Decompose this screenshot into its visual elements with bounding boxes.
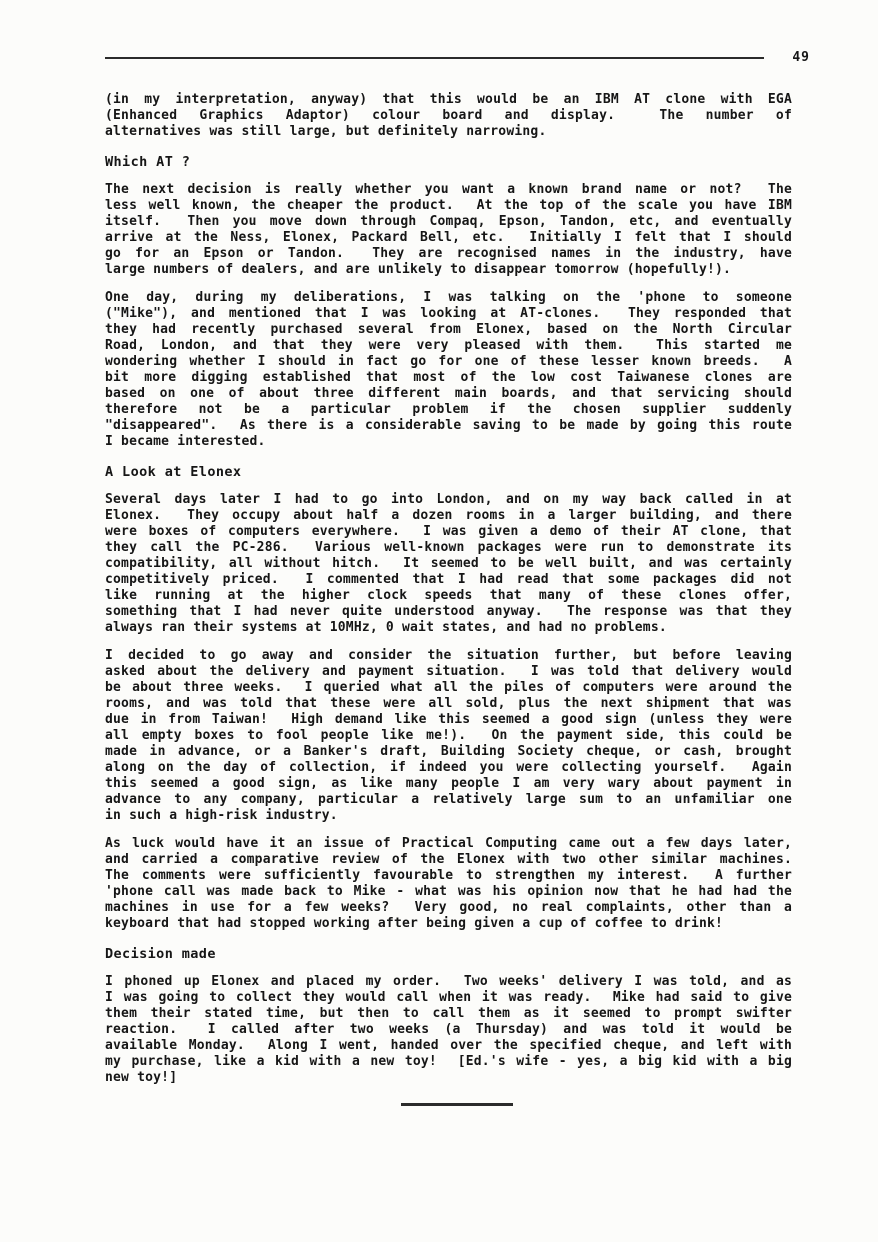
text-line: like running at the higher clock speeds that many of these clones offer, <box>105 588 792 603</box>
paragraph <box>105 182 792 278</box>
text-line: be about three weeks. I queried what all the piles of computers were around the <box>105 680 792 695</box>
page-content <box>105 50 810 1106</box>
text-line: compatibility, all without hitch. It seemed to be well built, and was certainly <box>105 556 792 571</box>
text-line: (in my interpretation, anyway) that this would be an IBM AT clone with EGA <box>105 92 792 107</box>
text-line: bit more digging established that most of the low cost Taiwanese clones are <box>105 370 792 385</box>
text-line: less well known, the cheaper the product. At the top of the scale you have IBM <box>105 198 792 213</box>
text-line: asked about the delivery and payment situation. I was told that delivery would <box>105 664 792 679</box>
paragraph <box>105 974 792 1086</box>
text-line: The next decision is really whether you want a known brand name or not? The <box>105 182 792 197</box>
text-line: all empty boxes to fool people like me!). On the payment side, this could be <box>105 728 792 743</box>
page-header <box>105 50 810 66</box>
text-line: due in from Taiwan! High demand like this seemed a good sign (unless they were <box>105 712 792 727</box>
section-heading: A Look at Elonex <box>105 464 242 480</box>
section-heading: Decision made <box>105 946 216 962</box>
text-line: 'phone call was made back to Mike - what was his opinion now that he had had the <box>105 884 792 899</box>
text-line: made in advance, or a Banker's draft, Building Society cheque, or cash, brought <box>105 744 792 759</box>
text-line: keyboard that had stopped working after being given a cup of coffee to drink! <box>105 916 724 931</box>
text-line: go for an Epson or Tandon. They are recognised names in the industry, have <box>105 246 792 261</box>
text-line: wondering whether I should in fact go for one of these lesser known breeds. A <box>105 354 792 369</box>
text-line: advance to any company, particular a relatively large sum to an unfamiliar one <box>105 792 792 807</box>
text-line: rooms, and was told that these were all sold, plus the next shipment that was <box>105 696 792 711</box>
page-number: 49 <box>792 50 810 65</box>
text-line: therefore not be a particular problem if the chosen supplier suddenly <box>105 402 792 417</box>
text-line: machines in use for a few weeks? Very good, no real complaints, other than a <box>105 900 792 915</box>
text-line: I phoned up Elonex and placed my order. Two weeks' delivery I was told, and as <box>105 974 792 989</box>
text-line: Road, London, and that they were very pleased with them. This started me <box>105 338 792 353</box>
bottom-rule <box>401 1103 513 1106</box>
text-line: I decided to go away and consider the situation further, but before leaving <box>105 648 792 663</box>
text-line: As luck would have it an issue of Practical Computing came out a few days later, <box>105 836 792 851</box>
text-line: available Monday. Along I went, handed over the specified cheque, and left with <box>105 1038 792 1053</box>
section-heading: Which AT ? <box>105 154 191 170</box>
text-line: them their stated time, but then to call them as it seemed to prompt swifter <box>105 1006 792 1021</box>
text-line: and carried a comparative review of the Elonex with two other similar machines. <box>105 852 792 867</box>
text-line: based on one of about three different main boards, and that servicing should <box>105 386 792 401</box>
paragraph <box>105 492 792 636</box>
text-line: alternatives was still large, but definitely narrowing. <box>105 124 547 139</box>
text-line: arrive at the Ness, Elonex, Packard Bell, etc. Initially I felt that I should <box>105 230 792 245</box>
text-line: something that I had never quite understood anyway. The response was that they <box>105 604 792 619</box>
text-line: always ran their systems at 10MHz, 0 wait states, and had no problems. <box>105 620 667 635</box>
text-line: they call the PC-286. Various well-known packages were run to demonstrate its <box>105 540 792 555</box>
text-line: in such a high-risk industry. <box>105 808 338 823</box>
text-line: were boxes of computers everywhere. I was given a demo of their AT clone, that <box>105 524 792 539</box>
text-line: (Enhanced Graphics Adaptor) colour board and display. The number of <box>105 108 792 123</box>
text-line: I became interested. <box>105 434 266 449</box>
paragraph <box>105 648 792 824</box>
paragraph <box>105 290 792 450</box>
text-line: itself. Then you move down through Compaq, Epson, Tandon, etc, and eventually <box>105 214 792 229</box>
text-line: they had recently purchased several from Elonex, based on the North Circular <box>105 322 792 337</box>
top-rule <box>105 57 764 59</box>
text-line: One day, during my deliberations, I was talking on the 'phone to someone <box>105 290 792 305</box>
text-line: Several days later I had to go into London, and on my way back called in at <box>105 492 792 507</box>
text-line: Elonex. They occupy about half a dozen rooms in a larger building, and there <box>105 508 792 523</box>
text-line: large numbers of dealers, and are unlikely to disappear tomorrow (hopefully!). <box>105 262 732 277</box>
text-line: competitively priced. I commented that I had read that some packages did not <box>105 572 792 587</box>
text-line: "disappeared". As there is a considerable saving to be made by going this route <box>105 418 792 433</box>
paragraph <box>105 92 792 140</box>
text-line: along on the day of collection, if indeed you were collecting yourself. Again <box>105 760 792 775</box>
paragraph <box>105 836 792 932</box>
text-line: The comments were sufficiently favourable to strengthen my interest. A further <box>105 868 792 883</box>
text-line: ("Mike"), and mentioned that I was looking at AT-clones. They responded that <box>105 306 792 321</box>
text-line: this seemed a good sign, as like many people I am very wary about payment in <box>105 776 792 791</box>
text-line: reaction. I called after two weeks (a Thursday) and was told it would be <box>105 1022 792 1037</box>
body-text <box>105 92 792 1086</box>
text-line: my purchase, like a kid with a new toy! [Ed.'s wife - yes, a big kid with a big <box>105 1054 792 1069</box>
text-line: I was going to collect they would call when it was ready. Mike had said to give <box>105 990 792 1005</box>
text-line: new toy!] <box>105 1070 178 1085</box>
